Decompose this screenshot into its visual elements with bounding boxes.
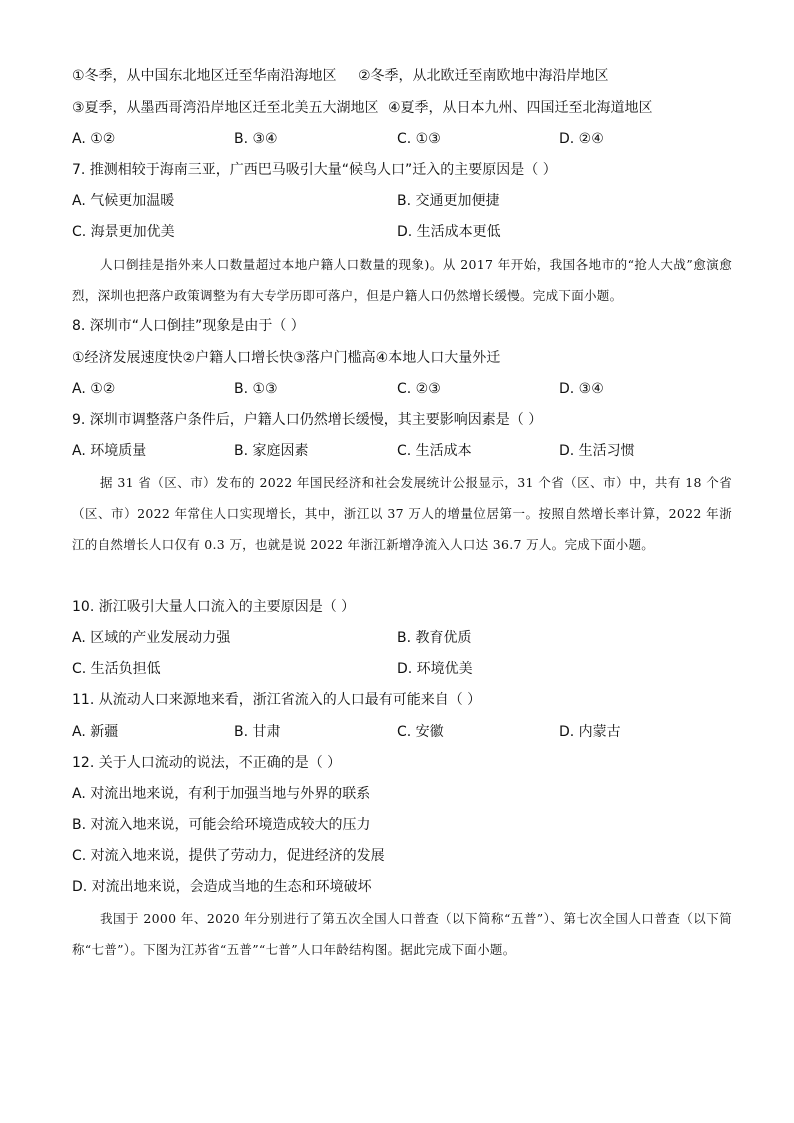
q12-option-a[interactable]: A. 对流出地来说，有利于加强当地与外界的联系 <box>72 786 371 802</box>
q11-option-c[interactable]: C. 安徽 <box>397 724 444 740</box>
q11-option-a[interactable]: A. 新疆 <box>72 724 119 740</box>
q9-option-d[interactable]: D. 生活习惯 <box>559 443 635 459</box>
q9-option-b[interactable]: B. 家庭因素 <box>234 443 309 459</box>
q10-option-c[interactable]: C. 生活负担低 <box>72 661 161 677</box>
passage-zhejiang-population: 据 31 省（区、市）发布的 2022 年国民经济和社会发展统计公报显示，31 个省（区、市）中，共有 18 个省（区、市）2022 年常住人口实现增长，其中，浙江以 37 万人的增量位居第一。按照自然增长率计算，2022 年浙江的自然增长人口仅有 0.3 万，也就是说 2022 年浙江新增净流入人口达 36.7 万人。完成下面小题。 <box>72 475 732 552</box>
q9-option-a[interactable]: A. 环境质量 <box>72 443 147 459</box>
intro-option-4: ④夏季，从日本九州、四国迁至北海道地区 <box>388 100 653 116</box>
q8-option-a[interactable]: A. ①② <box>72 381 116 397</box>
q7-option-c[interactable]: C. 海景更加优美 <box>72 224 175 240</box>
q7-option-a[interactable]: A. 气候更加温暖 <box>72 193 175 209</box>
q6-option-c[interactable]: C. ①③ <box>397 131 441 147</box>
q10-option-d[interactable]: D. 环境优美 <box>397 661 473 677</box>
q11-option-b[interactable]: B. 甘肃 <box>234 724 281 740</box>
q10-option-a[interactable]: A. 区域的产业发展动力强 <box>72 630 231 646</box>
q6-option-b[interactable]: B. ③④ <box>234 131 278 147</box>
q12-option-d[interactable]: D. 对流出地来说，会造成当地的生态和环境破坏 <box>72 879 372 895</box>
q10-stem: 10. 浙江吸引大量人口流入的主要原因是（ ） <box>72 599 356 615</box>
passage-census: 我国于 2000 年、2020 年分别进行了第五次全国人口普查（以下简称“五普”）、第七次全国人口普查（以下简称“七普”）。下图为江苏省“五普”“七普”人口年龄结构图。据此完成下面小题。 <box>72 911 732 957</box>
q12-option-b[interactable]: B. 对流入地来说，可能会给环境造成较大的压力 <box>72 817 371 833</box>
q6-option-d[interactable]: D. ②④ <box>559 131 604 147</box>
q9-stem: 9. 深圳市调整落户条件后，户籍人口仍然增长缓慢，其主要影响因素是（ ） <box>72 412 543 428</box>
q8-option-d[interactable]: D. ③④ <box>559 381 604 397</box>
q8-stem: 8. 深圳市“人口倒挂”现象是由于（ ） <box>72 318 305 334</box>
q7-option-d[interactable]: D. 生活成本更低 <box>397 224 501 240</box>
intro-option-3: ③夏季，从墨西哥湾沿岸地区迁至北美五大湖地区 <box>72 100 379 116</box>
intro-option-2: ②冬季，从北欧迁至南欧地中海沿岸地区 <box>358 68 609 84</box>
q6-option-a[interactable]: A. ①② <box>72 131 116 147</box>
q8-option-b[interactable]: B. ①③ <box>234 381 278 397</box>
q8-option-c[interactable]: C. ②③ <box>397 381 441 397</box>
q9-option-c[interactable]: C. 生活成本 <box>397 443 472 459</box>
q8-items: ①经济发展速度快②户籍人口增长快③落户门槛高④本地人口大量外迁 <box>72 350 501 366</box>
q12-option-c[interactable]: C. 对流入地来说，提供了劳动力，促进经济的发展 <box>72 848 385 864</box>
q10-option-b[interactable]: B. 教育优质 <box>397 630 472 646</box>
q12-stem: 12. 关于人口流动的说法，不正确的是（ ） <box>72 755 342 771</box>
q7-option-b[interactable]: B. 交通更加便捷 <box>397 193 500 209</box>
intro-option-1: ①冬季，从中国东北地区迁至华南沿海地区 <box>72 68 337 84</box>
q11-stem: 11. 从流动人口来源地来看，浙江省流入的人口最有可能来自（ ） <box>72 692 482 708</box>
passage-population-inversion: 人口倒挂是指外来人口数量超过本地户籍人口数量的现象)。从 2017 年开始，我国各地市的“抢人大战”愈演愈烈，深圳也把落户政策调整为有大专学历即可落户，但是户籍人口仍然增长缓慢。完成下面小题。 <box>72 257 732 303</box>
q11-option-d[interactable]: D. 内蒙古 <box>559 724 621 740</box>
q7-stem: 7. 推测相较于海南三亚，广西巴马吸引大量“候鸟人口”迁入的主要原因是（ ） <box>72 162 557 178</box>
